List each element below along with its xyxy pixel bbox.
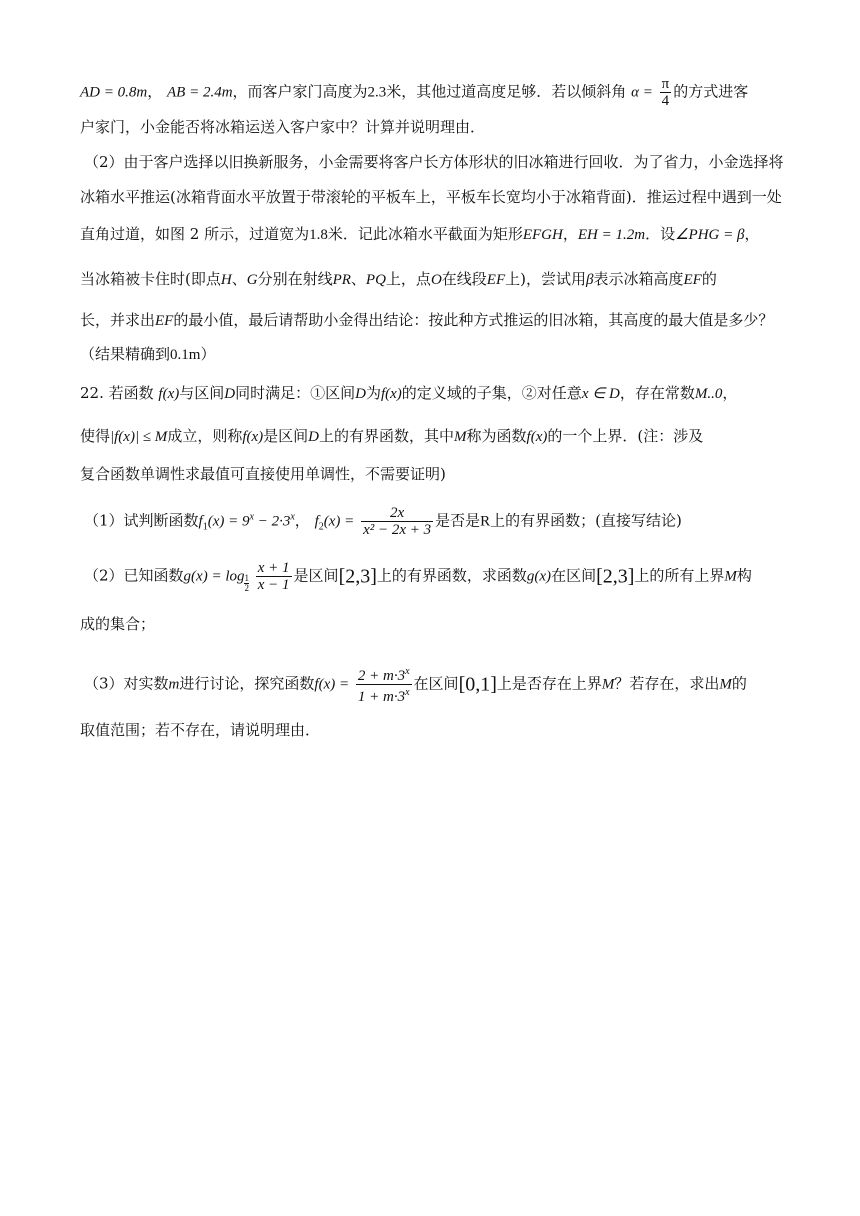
text: 上，点 [385, 270, 431, 288]
text: 构 [736, 566, 752, 585]
formula: EH = 1.2m [577, 227, 646, 243]
text: （3）对实数 [84, 674, 169, 693]
frac-den: x² − 2x + 3 [363, 522, 432, 538]
frac-num [356, 664, 412, 685]
formula: |f(x)| ≤ M [110, 429, 168, 445]
formula: f(x) [526, 429, 548, 445]
formula: g(x) = log [183, 568, 245, 585]
formula: M [719, 676, 732, 693]
formula: β [585, 272, 594, 288]
text: 同时满足：①区间 [235, 384, 356, 402]
formula: (x) = 9 [207, 513, 250, 530]
fraction-f2 [361, 505, 433, 538]
text: 是区间 [263, 427, 309, 445]
text: 的最小值，最后请帮助小金得出结论：按此种方式推运的旧冰箱，其高度的最大值是多少？ [173, 311, 774, 329]
text: 上的有界函数；(直接写结论) [490, 511, 682, 530]
formula: D [355, 386, 366, 402]
fraction-f3 [356, 664, 412, 705]
formula: f [198, 513, 203, 530]
text: ．设 [645, 225, 676, 243]
q22-sub-3-line-2: 取值范围；若不存在，请说明理由． [80, 721, 321, 739]
fraction-log-arg [256, 560, 292, 593]
q22-line-3: 复合函数单调性求最值可直接使用单调性，不需要证明) [80, 465, 446, 483]
interval: [2,3] [596, 565, 635, 588]
p1-line-2: 户家门，小金能否将冰箱运送入客户家中？计算并说明理由． [80, 118, 486, 136]
text: 、 [350, 270, 366, 288]
text: 分别在射线 [257, 270, 333, 288]
text: 的方式进客 [673, 82, 749, 101]
p2-line-2: 冰箱水平推运(冰箱背面水平放置于带滚轮的平板车上，平板车长宽均小于冰箱背面)．推运过程中遇到一处 [80, 188, 782, 206]
formula: f(x) [380, 386, 402, 402]
formula: m [168, 676, 180, 693]
text: 长，并求出 [80, 311, 156, 329]
formula: ∠PHG = β [675, 227, 745, 243]
q22-sub-2-line-2: 成的集合； [80, 615, 156, 633]
formula: f(x) = [314, 676, 350, 693]
text: ， [562, 225, 578, 243]
text: （结果精确到 [80, 345, 171, 363]
formula: f(x) [158, 386, 180, 402]
formula: EFGH [522, 227, 563, 243]
formula: f [314, 513, 319, 530]
text: 上的所有上界 [634, 566, 725, 585]
frac-num: 1 [244, 572, 249, 583]
formula-alpha: α = [631, 84, 653, 101]
text: （1）试判断函数 [84, 511, 199, 530]
interval: [2,3] [338, 565, 377, 588]
q22-line-2 [80, 425, 784, 448]
text: ， [294, 511, 310, 530]
text: ，而客户家门高度为 [232, 82, 368, 101]
text: 的一个上界．(注：涉及 [547, 427, 704, 445]
text: 当冰箱被卡住时(即点 [80, 270, 221, 288]
text: 的 [731, 674, 747, 693]
text: ， [722, 384, 738, 402]
text: 为 [365, 384, 381, 402]
formula: M..0 [694, 386, 723, 402]
text: 上的有界函数，求函数 [376, 566, 527, 585]
text: 表示冰箱高度 [593, 270, 684, 288]
text: 使得 [80, 427, 111, 445]
q22-sub-3 [84, 664, 788, 705]
text: 上)，尝试用 [505, 270, 586, 288]
frac-den: 4 [661, 93, 670, 109]
superscript: x [290, 511, 295, 523]
text: ） [200, 345, 216, 363]
p2-line-4 [80, 268, 784, 291]
text: 成立，则称 [167, 427, 243, 445]
frac-den: x − 1 [257, 577, 290, 593]
text: 进行讨论，探究函数 [179, 674, 315, 693]
p2-line-6 [80, 343, 784, 366]
formula: D [308, 429, 320, 445]
text: 在区间 [551, 566, 597, 585]
fraction-pi-over-4 [660, 76, 672, 109]
formula: D [224, 386, 236, 402]
formula: H [220, 272, 232, 288]
text: 与区间 [179, 384, 225, 402]
q22-sub-1 [84, 505, 788, 539]
text: 在线段 [441, 270, 487, 288]
text: （2）已知函数 [84, 566, 184, 585]
formula: EF [683, 272, 702, 288]
formula: M [724, 568, 737, 585]
frac-num: x + 1 [257, 560, 290, 576]
text: ， [744, 225, 760, 243]
text: 米．记此冰箱水平截面为矩形 [327, 225, 523, 243]
text: 上是否存在上界 [496, 674, 602, 693]
text: ？若存在，求出 [614, 674, 720, 693]
formula: R [480, 513, 491, 530]
frac-num-text: 2 + m·3 [357, 668, 406, 684]
text: ， [147, 82, 163, 101]
formula-ad: AD = 0.8m [80, 84, 148, 101]
superscript: x [249, 511, 254, 523]
subscript: 1 [202, 521, 208, 533]
p2-line-5 [80, 309, 784, 332]
log-base-half [244, 574, 249, 593]
text: 称为函数 [466, 427, 527, 445]
p1-line-1 [80, 76, 784, 109]
formula: g(x) [526, 568, 552, 585]
formula: − 2·3 [253, 513, 291, 530]
q22-line-1 [80, 382, 784, 405]
formula: f(x) [242, 429, 264, 445]
formula: O [430, 272, 442, 288]
text: ，存在常数 [619, 384, 695, 402]
formula: M [454, 429, 467, 445]
superscript: x [405, 687, 410, 698]
formula: PR [332, 272, 351, 288]
subscript: 2 [318, 521, 324, 533]
formula: EF [486, 272, 506, 288]
formula: M [601, 676, 615, 693]
superscript: x [405, 666, 410, 677]
number: 1.8 [309, 227, 328, 243]
text: 上的有界函数，其中 [319, 427, 455, 445]
formula: EF [155, 313, 174, 329]
text: 在区间 [413, 674, 459, 693]
formula: x ∈ D [581, 386, 620, 402]
text: 是否是 [435, 511, 481, 530]
interval: [0,1] [458, 673, 497, 696]
question-number: 22. 若函数 [80, 384, 154, 402]
formula: G [246, 272, 258, 288]
frac-den [356, 685, 412, 705]
number: 2.3 [367, 84, 387, 101]
frac-num: 2x [361, 505, 433, 522]
number: 0.1m [170, 347, 201, 363]
formula-ab: AB = 2.4m [167, 84, 233, 101]
frac-den: 2 [244, 582, 249, 593]
text: 、 [231, 270, 247, 288]
q22-sub-2 [84, 560, 788, 593]
p2-line-1: （2）由于客户选择以旧换新服务，小金需要将客户长方体形状的旧冰箱进行回收．为了省力，小金选择将 [84, 153, 784, 171]
text: 米，其他过道高度足够．若以倾斜角 [386, 82, 627, 101]
text: 直角过道，如图 2 所示，过道宽为 [80, 225, 310, 243]
text: 的定义域的子集，②对任意 [401, 384, 582, 402]
frac-num: π [661, 76, 670, 92]
formula: (x) = [323, 513, 355, 530]
frac-den-text: 1 + m·3 [357, 689, 406, 705]
text: 的 [701, 270, 717, 288]
p2-line-3 [80, 223, 784, 246]
text: 是区间 [293, 566, 339, 585]
formula: PQ [365, 272, 386, 288]
